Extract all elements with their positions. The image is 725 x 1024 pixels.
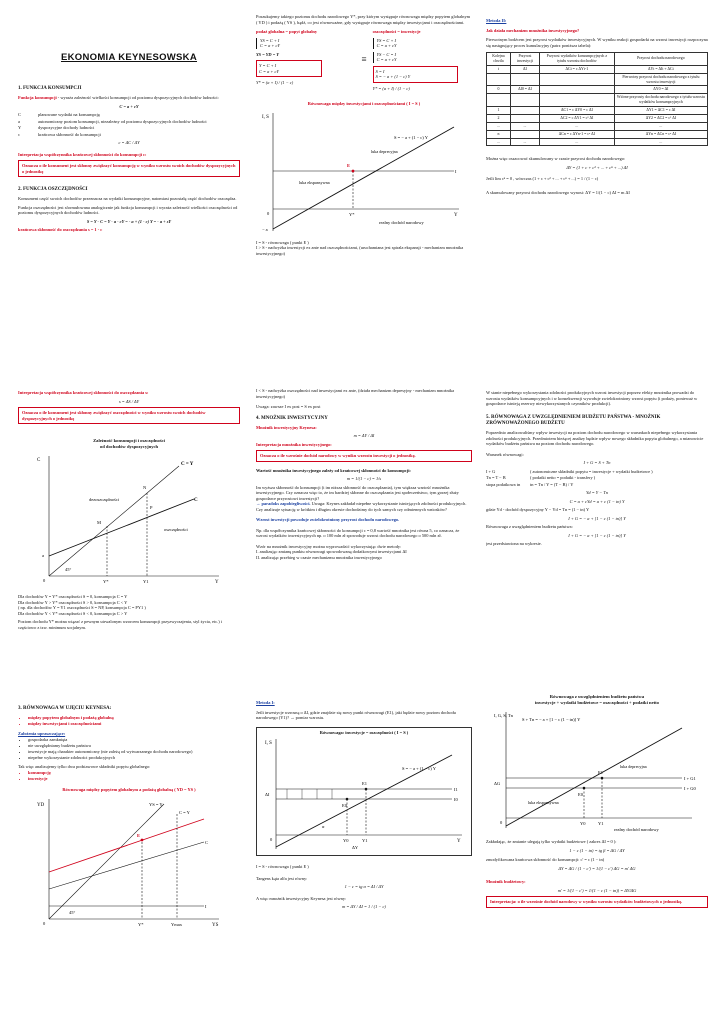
label-a: a	[42, 553, 44, 559]
list-item: • inwestycje mają charakter autonomiczny (nie zależą od wytwarzanego dochodu narodowego)	[28, 749, 240, 755]
list-item: • między popytem globalnym i podażą globalną	[28, 715, 240, 721]
def-text: - wyraża zależność wielkości konsumpcji od poziomu dyspozycyjnych dochodów ludności:	[57, 95, 219, 101]
eq: YS = C + I	[260, 37, 280, 43]
sol-right: Y* = (a + I) / (1 − c)	[372, 85, 410, 91]
label-cy: C = Y	[179, 810, 190, 816]
eq: YS = YD = Y	[256, 51, 279, 57]
col2-p1: Poszukujemy takiego poziomu dochodu narodowego Y*, przy którym występuje równowaga między popytem globalnym ( YD ) i podażą ( YS ), bądź, co jest równoważne, gdy występuje równowaga między inwestycjami i oszczędnościami.	[256, 14, 471, 25]
def-value: autonomiczny poziom konsumpcji, niezależny od poziomu dyspozycyjnych dochodów ludności	[38, 118, 207, 124]
label-luka-d: luka deprecyjna	[371, 148, 398, 154]
label-e0: E0	[578, 792, 583, 798]
s4-wzrost: Wzrost inwestycji powoduje zwielokrotniony przyrost dochodu narodowego.	[256, 517, 400, 523]
label-luka-e: luka ekspansywna	[528, 800, 559, 806]
s3-two: Tak więc analizujemy tylko dwa podstawowe składniki popytu globalnego:	[18, 763, 151, 769]
mb-f: m' = 1/(1 − c') = 1/(1 − c (1 − tn)) = ΔY/ΔG	[557, 887, 637, 893]
label-line: S + Tn = − a + [1 − c (1 − tn)] Y	[522, 717, 581, 723]
axis-label-y: Y	[215, 580, 219, 586]
z-p2: zmodyfikowana krańcowa skłonność do konsumpcji: c' = c (1 − tn)	[486, 857, 605, 863]
s4-paradox-head: → paradoks zapobiegliwości.	[256, 501, 311, 507]
page-8	[486, 390, 708, 640]
label-y0: Y0	[342, 838, 348, 843]
label-s: S = − a + (1 − c) Y	[401, 766, 436, 771]
label-45: 45°	[69, 910, 76, 916]
label-ys2: YS	[212, 923, 219, 929]
m1-tg: Tangens kąta alfa jest równy:	[256, 875, 308, 881]
is-chart-title: Równowaga między inwestycjami i oszczędnościami ( I = S )	[307, 101, 421, 106]
m1-is: I = S - równowaga ( punkt E )	[256, 864, 309, 869]
label-c: C	[194, 498, 198, 504]
sol-left: Y* = (a + I) / (1 − c)	[256, 80, 294, 85]
s5-cond: Warunek równowagi:	[486, 451, 524, 457]
label-e: E	[347, 162, 351, 168]
mb-box: Interpretacja: o ile wzrośnie dochód narodowy w wyniku wzrostu wydatków budżetowych o jednostkę.	[486, 896, 708, 908]
eq: I + G = − a + [1 − c (1 − tn)] Y	[568, 532, 626, 538]
s-formula: s = ΔS / ΔY	[118, 398, 140, 404]
label-alpha: α	[321, 824, 324, 829]
label-origin: 0	[269, 837, 272, 842]
list-item: • gospodarka zamknięta	[28, 737, 240, 743]
assump-head: Założenia upraszczające:	[18, 730, 66, 736]
label-y: Y	[456, 839, 461, 844]
page-7	[486, 18, 708, 363]
list-item: • konsumpcję	[28, 770, 240, 776]
c-formula: c = ΔC / ΔY	[118, 140, 140, 146]
page-3	[18, 700, 240, 1000]
eq: C = a + cY	[376, 43, 397, 48]
method-item: II. analizując przebieg w czasie mechanizmu mnożnika inwestycyjnego	[256, 554, 382, 560]
label-m: M	[97, 520, 102, 526]
row-key: Tn = T − B	[486, 475, 506, 480]
label-y: Y	[454, 212, 458, 218]
row-value: tn = Tn / Y = (T − B) / Y	[530, 481, 574, 487]
m2-head: Metoda II:	[486, 18, 507, 23]
label-i: I	[205, 904, 207, 910]
section-1-heading: 1. FUNKCJA KONSUMPCJI	[18, 85, 82, 91]
label-dissaving: dezoszczędności	[89, 497, 119, 503]
final-p: A skumulowany przyrost dochodu narodowego wynosi: ΔY = 1/(1 − c) ΔI = m ΔI	[486, 189, 630, 195]
m1-final: m = ΔY / ΔI = 1 / (1 − c)	[342, 904, 386, 909]
eq: C = a + cYd = a + c (1 − tn) Y	[569, 498, 625, 504]
label-is: I, S	[264, 741, 272, 746]
s5-p1: Poprzednio analizowaliśmy wpływ inwestycji na poziom dochodu narodowego w warunkach niepełnego wykorzystania zdolności produkcyjnych. Przedmiotem bieżącej analizy będzie wpływ nowego składnika popytu globalnego, a mianowicie wydatków budżetu państwa na poziom dochodu narodowego.	[486, 430, 704, 446]
label-y1: Y1	[361, 838, 367, 843]
label-cy: C = Y	[181, 462, 194, 468]
sum-f: ΔY = (1 + c + c² + ... + cⁿ + ...) ΔI	[566, 164, 628, 170]
def-key: Y	[18, 125, 22, 131]
s4-box: Oznacza o ile wzrośnie dochód narodowy w wyniku wzrostu inwestycji o jednostkę.	[256, 450, 472, 462]
lim-p: Jeśli lim cⁿ = 0 , wówczas (1 + c + c² + ... + cⁿ + ...) = 1 / (1 − c)	[486, 176, 599, 182]
eq: C = a + cY	[260, 43, 280, 48]
label-luka-d: luka deprecyjna	[620, 764, 647, 770]
section-3-heading: 3. RÓWNOWAGA W UJĘCIU KEYNESA:	[18, 706, 112, 711]
label-a: − a	[262, 226, 268, 232]
label-p: P	[150, 505, 153, 511]
eq: I + G = − a + [1 − c (1 − tn)] Y	[568, 515, 626, 521]
label-luka-e: luka ekspansywna	[299, 179, 330, 185]
gov-chart-title1: Równowaga z uwzględnieniem budżetu państwa	[549, 694, 645, 699]
note: Dla dochodów Y > Y* oszczędności S > 0, konsumpcja C < Y	[18, 599, 128, 605]
left-head: podaż globalna = popyt globalny	[256, 29, 318, 34]
is-chart	[259, 109, 469, 237]
eq: S = − a + (1 − c) Y	[375, 74, 411, 79]
page-2	[18, 390, 240, 665]
box-s: Oznacza o ile konsument jest skłonny zwiększyć oszczędności w wyniku wzrostu swoich dochodów dyspozycyjnych o jednostkę	[18, 407, 240, 424]
z-f: 1 − c (1 − tn) = tg β = ΔG / ΔY	[569, 847, 625, 853]
eq: YS − C = I	[376, 51, 396, 57]
page-5	[256, 388, 472, 673]
label-dy: ΔY	[351, 845, 358, 850]
label-saving: oszczędności	[164, 527, 188, 533]
s3-chart-title: Równowaga między popytem globalnym a podażą globalną ( YD = YS )	[62, 786, 196, 792]
eq: gdzie Yd - dochód dyspozycyjny Y − Yd = Tn = (1 − tn) Y	[486, 507, 590, 512]
label-ig: I, G, S, Tn	[494, 713, 513, 719]
label-ig0: I + G0	[684, 786, 696, 792]
s4-p2: Np. dla współczynnika krańcowej skłonności do konsumpcji c = 0,8 wartość mnożnika jest równa 5, co oznacza, że wzrost wydatków inwestycyjnych np. o 100 mln zł spowoduje wzrost dochodu narodowego o 500 mln zł.	[256, 527, 460, 539]
m1-p: Jeśli inwestycje wzrosną o ΔI, gdzie znajdzie się nowy punkt równowagi (E1), jaki będzie nowy poziom dochodu narodowego (Y1)? → pomiar wzrostu.	[256, 709, 456, 720]
def-key: c	[18, 131, 20, 137]
label-c: C	[205, 840, 209, 846]
label-e0: E0	[341, 803, 347, 808]
label-ig1: I + G1	[684, 776, 696, 782]
s4-p3: Wzór na mnożnik inwestycyjny można wyprowadzić wykorzystując dwie metody:	[256, 543, 402, 549]
table-row: 2 ΔC2 = c ΔY1 = c² ΔI ΔY2 = ΔC2 = c² ΔI	[487, 114, 708, 122]
is-gt: I > S - nadwyżka inwestycji ex ante nad oszczędnościami, (uruchamiana jest spirala ekspansji - mechanizm mnożnika inwestycyjnego)	[256, 245, 464, 256]
label-origin: 0	[267, 210, 270, 216]
s4-sub: Mnożnik inwestycyjny Keynesa:	[256, 424, 317, 430]
def-value: planowane wydatki na konsumpcję	[38, 112, 100, 118]
page-1	[18, 40, 240, 335]
right-head: oszczędności = inwestycje	[372, 29, 421, 34]
section-2-heading: 2. FUNKCJA OSZCZĘDNOŚCI	[18, 187, 88, 193]
z-p: Zakładając, że zmianie ulegają tylko wydatki budżetowe ( zakres ΔI = 0 ):	[486, 839, 617, 845]
section-5-heading: 5. RÓWNOWAGA Z UWZGLĘDNIENIEM BUDŻETU PAŃSTWA - MNOŻNIK ZRÓWNOWAŻONEGO BUDŻETU	[486, 414, 661, 426]
page-4	[256, 14, 472, 359]
label-e1: E1	[598, 770, 603, 776]
row-value: ( autonomiczne składniki popytu = inwestycje + wydatki budżetowe )	[530, 468, 653, 474]
table-row: ... ... ... ...	[487, 138, 708, 146]
s5-after: jest przedstawiona na wykresie.	[486, 541, 542, 546]
m2-q: Jak działa mechanizm mnożnika inwestycyjnego?	[486, 27, 580, 33]
eq: Równowaga z uwzględnieniem budżetu państwa:	[486, 524, 573, 529]
table-row: t ΔI ΔCt = c ΔYt-1 ΔYt = ΔIt + ΔCt	[487, 65, 708, 73]
s2-p2: Funkcja oszczędności jest sformułowana analogicznie jak funkcja konsumpcji i wyraża zależność wielkości oszczędności od poziomu dyspozycyjnych dochodów ludności.	[18, 204, 238, 216]
note: Dla dochodów Y = Y* oszczędności S = 0, konsumpcja C = Y	[18, 594, 128, 600]
label-origin: 0	[500, 820, 503, 826]
label-n: N	[143, 485, 147, 491]
label-y0: Y0	[580, 821, 586, 827]
note: Dla dochodów Y < Y* oszczędności S < 0, konsumpcja C > Y	[18, 610, 128, 616]
label-i1: I1	[453, 787, 458, 792]
eq: C = a + cY	[376, 57, 397, 62]
label-ys: YS = Y	[149, 802, 163, 808]
eq: Yd = Y − Tn	[585, 490, 609, 495]
table-row: n ΔCn = c ΔYn-1 = cⁿ ΔI ΔYn = ΔCn = cⁿ ΔI	[487, 130, 708, 138]
label-e1: E1	[361, 781, 367, 786]
z-f2: ΔY = ΔG / (1 − c') = 1/(1 − c') ΔG = m' ΔG	[558, 865, 636, 871]
sum-p: Można więc oszacować skumulowany w czasie przyrost dochodu narodowego:	[486, 156, 626, 162]
s5-eq: I + G = S + Tn	[583, 460, 611, 465]
s4-interp: Interpretacja mnożnika inwestycyjnego:	[256, 441, 332, 447]
list-item: • niepełne wykorzystanie zdolności produkcyjnych	[28, 755, 240, 761]
table-row: Wtórne przyrosty dochodu narodowego z tytułu wzrostu wydatków konsumpcyjnych	[487, 94, 708, 107]
document-title: EKONOMIA KEYNESOWSKA	[60, 52, 198, 63]
s4-formula2: m = 1/(1 − c) = 1/s	[346, 476, 382, 482]
list-item: • między inwestycjami i oszczędnościami	[28, 721, 240, 727]
equiv-sign: ≡	[361, 54, 367, 65]
s4-dep: Wartość mnożnika inwestycyjnego zależy od krańcowej skłonności do konsumpcji:	[256, 467, 411, 473]
label-is: I, S	[262, 114, 269, 120]
def-term: Funkcja konsumpcji	[18, 95, 57, 101]
m1-tg-formula: 1 − c = tg α = ΔI / ΔY	[344, 884, 384, 889]
label-ystar: Y*	[138, 922, 144, 928]
method-item: I. analizując zmianę punktu równowagi spowodowaną dodatkowymi inwestycjami ΔI	[256, 549, 407, 555]
def-value: krańcowa skłonność do konsumpcji	[38, 131, 101, 137]
page-9	[486, 694, 708, 994]
eq: YS = C + I	[376, 37, 396, 43]
mb-head: Mnożnik budżetowy:	[486, 879, 526, 885]
chart1-title1: Zależność konsumpcji i oszczędności	[93, 438, 165, 443]
table-row: 0 ΔI0 = ΔI ΔY0 = ΔI	[487, 86, 708, 94]
note: ( np. dla dochodów Y = Y1 oszczędności S = NP, konsumpcja C = PY1 )	[18, 605, 146, 611]
eq: S = I	[375, 68, 385, 74]
table-row: 1 ΔC1 = c ΔY0 = c ΔI ΔY1 = ΔC1 = c ΔI	[487, 107, 708, 115]
consumption-formula: C = a + cY	[119, 103, 139, 109]
s-note: krańcowa skłonność do oszczędzania s = 1 - c	[18, 227, 103, 233]
m1-head: Metoda I:	[256, 700, 275, 705]
interp-s: Interpretacja współczynnika krańcowej skłonności do oszczędzania s:	[18, 390, 149, 395]
note: Poziom dochodu Y* można wiązać z pewnym utrwalonym wzorcem konsumpcji przyzwyczajenia, styl życia, etc.) i częściowo z tzw. minimum socjalnym.	[18, 619, 223, 630]
label-s: S = − a + (1 − c) Y	[394, 134, 428, 140]
list-item: • nie uwzględniamy budżetu państwa	[28, 743, 240, 749]
label-origin: 0	[43, 578, 46, 584]
chart1-title2: od dochodów dyspozycyjnych	[99, 443, 159, 449]
box-c: Oznacza o ile konsument jest skłonny zwiększyć konsumpcję w wyniku wzrostu swoich dochodów dyspozycyjnych o jednostkę	[18, 160, 240, 177]
chart1-notes	[18, 594, 240, 630]
label-ystar: Y*	[103, 579, 109, 585]
page-6	[256, 700, 472, 1010]
multiplier-chart	[262, 735, 467, 853]
savings-formula: S = Y - C = Y - a - cY = - a + (1 - c) Y = - a + sY	[86, 218, 172, 224]
label-x: realny dochód narodowy	[614, 827, 659, 833]
label-origin: 0	[43, 921, 46, 927]
label-ymax: Ymax	[171, 922, 182, 928]
axis-label-c: C	[37, 458, 41, 464]
table-row: ... ... ... ...	[487, 122, 708, 130]
multiplier-table	[486, 52, 708, 146]
is-lt: I < S - nadwyżka oszczędności nad inwestycjami ex ante, (działa mechanizm depresyjny - mechanizm mnożnika inwestycyjnego)	[256, 388, 455, 399]
row-key: I + G	[486, 468, 496, 474]
label-di: ΔI	[264, 792, 269, 797]
uwaga: Uwaga: zawsze I ex post = S ex post	[256, 404, 321, 409]
section-4-heading: 4. MNOŻNIK INWESTYCYJNY	[256, 415, 328, 421]
label-ystar: Y*	[349, 211, 355, 217]
gov-chart	[492, 708, 702, 833]
def-list	[18, 112, 240, 137]
line-c-equals-y	[49, 466, 179, 576]
def-value: dyspozycyjne dochody ludności	[38, 125, 95, 131]
table-header: Kolejna chwila Przyrost inwestycji Przyrost wydatków konsumpcyjnych z tytułu wzrostu dochodów Przyrost dochodu narodowego	[487, 53, 708, 66]
label-i0: I0	[453, 797, 458, 802]
label-y1: Y1	[143, 579, 149, 585]
label-45: 45°	[65, 567, 72, 573]
label-x: realny dochód narodowy	[379, 219, 424, 225]
s3-two-list	[28, 770, 240, 782]
m1-final-head: A więc mnożnik inwestycyjny Keynesa jest równy:	[256, 895, 347, 901]
interp-c: Interpretacja współczynnika krańcowej skłonności do konsumpcji c:	[18, 151, 147, 157]
gov-chart-title2: inwestycje + wydatki budżetowe = oszczędności + podatki netto	[535, 699, 659, 705]
m2-p: Pierwotnym bodźcem jest przyrost wydatków inwestycyjnych. W wyniku reakcji gospodarki na wzrost inwestycji rozpoczyna się następujący proces kumulacyjny (patrz poniższa tabela):	[486, 37, 708, 48]
is-def: I = S - równowaga ( punkt E )	[256, 239, 309, 245]
consumption-chart	[29, 451, 229, 586]
s2-p1: Konsument część swoich dochodów przeznacza na wydatki konsumpcyjne, natomiast pozostałą część dochodów oszczędza.	[18, 196, 237, 202]
label-yd: YD	[37, 803, 45, 809]
row-key: stopa podatkowa tn	[486, 481, 521, 487]
def-key: C	[18, 112, 21, 118]
eq: Y = C + I	[259, 63, 277, 68]
stal-p: W stanie niepełnego wykorzystania zdolności produkcyjnych wzrost inwestycji poprzez efekty mnożnika prowadzi do wzrostu wydatków konsumpcyjnych i w konsekwencji wywołuje zwielokrotniony wzrost popytu (i podaży, ponieważ w gospodarce istnieją rezerwy niewykorzystanych czynników produkcji).	[486, 390, 698, 406]
ad-as-chart	[29, 794, 229, 929]
row-value: ( podatki netto = podatki - transfery )	[530, 475, 596, 480]
label-dg: ΔG	[494, 781, 501, 787]
assump-list	[28, 737, 240, 761]
list-item: • inwestycje	[28, 776, 240, 782]
s4-formula: m = ΔY / ΔI	[353, 433, 375, 439]
def-key: a	[18, 118, 20, 124]
s4-p1: Im wyższa skłonność do konsumpcji (i im niższa skłonność do oszczędzania), tym większa wartość mnożnika inwestycyjnego. Czy oznacza więc to, że im bardziej skłonne do oszczędzania jest społeczeństwo, tym gorzej służy gospodarce przyrostowi inwestycji?	[256, 484, 459, 501]
eq: C = a + cY	[259, 68, 279, 74]
s3-items	[28, 715, 240, 727]
table-row: Pierwotny przyrost dochodu narodowego z tytułu wzrostu inwestycji	[487, 73, 708, 86]
label-e: E	[137, 833, 141, 839]
s4-paradox: Uwaga: Keynes zakładał niepełne wykorzystanie istniejących zdolności produkcyjnych. Czy analizuje sytuację w krótkim i długim okresie dochodzimy do tych samych czy odmiennych wniosków?	[256, 501, 467, 512]
m1-chart-title: Równowaga: inwestycje = oszczędności ( I = S )	[319, 729, 409, 735]
label-i: I	[455, 168, 457, 174]
label-y1: Y1	[598, 821, 604, 827]
